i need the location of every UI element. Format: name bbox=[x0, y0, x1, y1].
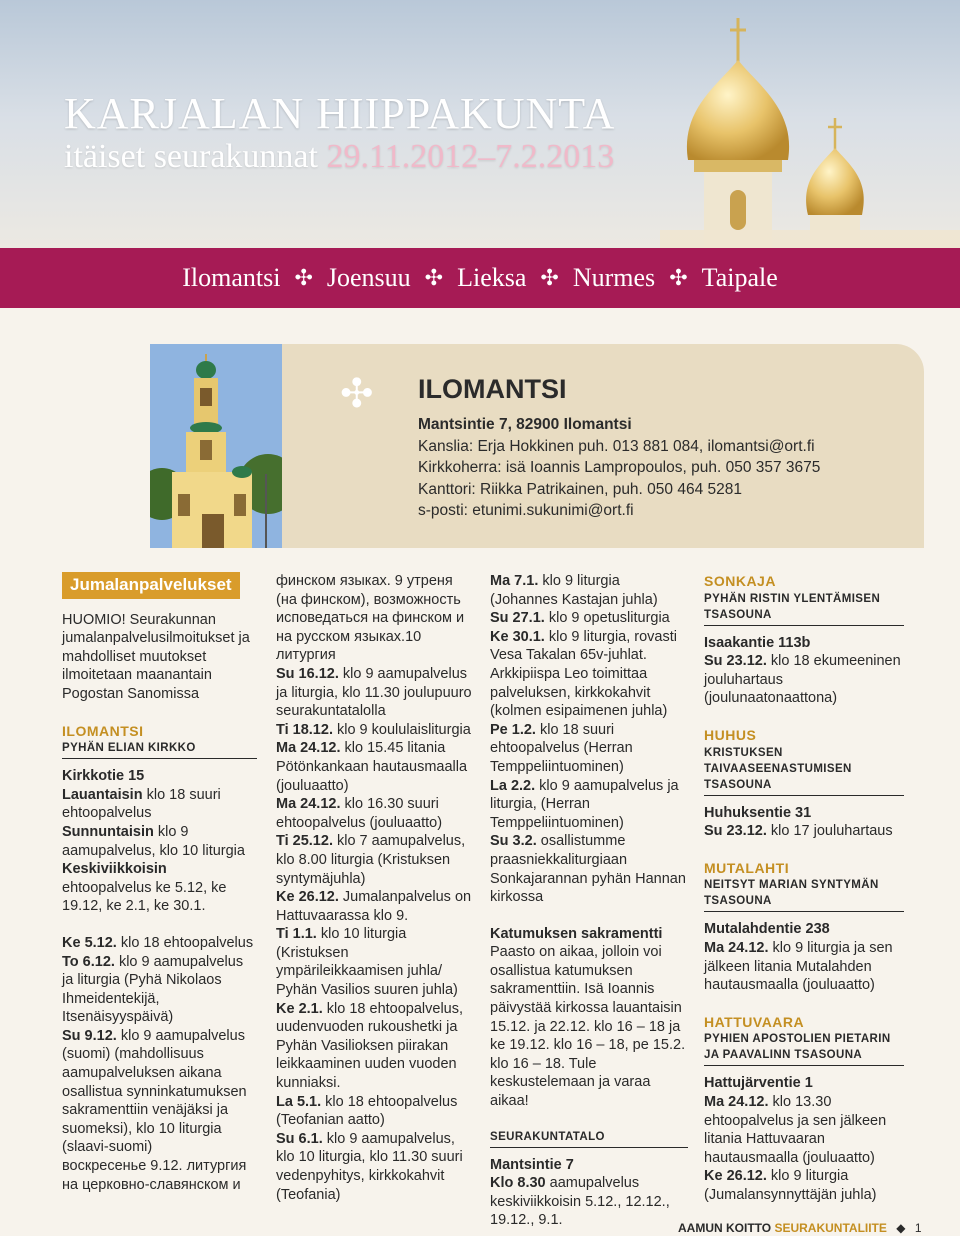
parish-band bbox=[0, 248, 960, 308]
band-item-ilomantsi: Ilomantsi bbox=[182, 263, 281, 292]
schedule-entry: Ti 25.12. klo 7 aamupalvelus, klo 8.00 liturgia (Kristuksen syntymäjuhla) bbox=[276, 833, 466, 887]
sacrament-text: Paasto on aikaa, jolloin voi osallistua katumuksen sakramenttiin. Isä Ioannis päivystää kirkossa lauantaisin 15.12. ja 22.12. klo 16 – 18 ja ke 19.12. klo 16 – 18, pe 15.2. klo 16 – 18. Tule keskustelemaan ja varaa aikaa! bbox=[490, 944, 686, 1110]
notice bbox=[62, 611, 257, 704]
schedule-entry-russian: финском языках. 9 утреня (на финском), возможность исповедаться на финском и на русском языках.10 литургия bbox=[276, 573, 465, 664]
page-number: 1 bbox=[914, 1221, 922, 1235]
schedule-entry: Klo 8.30 aamupalvelus keskiviikkoisin 5.12., 12.12., 19.12., 9.1. bbox=[490, 1175, 670, 1229]
schedule-entry: To 6.12. klo 9 aamupalvelus ja liturgia (Pyhä Nikolaos Ihmeidentekijä, Itsenäisyyspäivä) bbox=[62, 953, 244, 1026]
hall-address: Mantsintie 7 bbox=[490, 1156, 574, 1173]
schedule-entry: Ma 24.12. klo 16.30 suuri ehtoopalvelus (jouluaatto) bbox=[276, 796, 443, 831]
chapel-address: Isaakantie 113b bbox=[704, 634, 811, 651]
schedule-entry: La 5.1. klo 18 ehtoopalvelus (Teofanian aatto) bbox=[276, 1093, 458, 1129]
schedule-entry: Lauantaisin klo 18 suuri ehtoopalvelus bbox=[62, 786, 221, 822]
place-heading: SONKAJA bbox=[704, 573, 776, 589]
page-title: KARJALAN HIIPPAKUNTA bbox=[64, 89, 616, 138]
divider bbox=[62, 758, 257, 759]
schedule-entry: Ma 24.12. klo 15.45 litania Pötönkankaan hautausmaalla (jouluaatto) bbox=[276, 740, 468, 794]
chapel-heading: KRISTUKSEN TAIVAASEENASTUMISEN TSASOUNA bbox=[704, 746, 852, 791]
publication-section: SEURAKUNTALIITE bbox=[774, 1221, 887, 1235]
divider bbox=[490, 1147, 688, 1148]
chapel-address: Huhuksentie 31 bbox=[704, 804, 812, 821]
schedule-entry: Ke 26.12. klo 9 liturgia (Jumalansynnyttäjän juhla) bbox=[704, 1168, 877, 1203]
office-contact: Kanslia: Erja Hokkinen puh. 013 881 084, ilomantsi@ort.fi bbox=[418, 437, 815, 455]
church-photo bbox=[150, 344, 282, 548]
place-heading: ILOMANTSI bbox=[62, 722, 144, 739]
cross-ornament-icon: ✣ bbox=[294, 265, 313, 290]
schedule-entry: Ma 24.12. klo 13.30 ehtoopalvelus ja sen jälkeen litania Hattuvaaran hautausmaalla (jouluaatto) bbox=[704, 1093, 887, 1166]
vicar-contact: Kirkkoherra: isä Ioannis Lampropoulos, puh. 050 357 3675 bbox=[418, 459, 821, 476]
divider bbox=[704, 1065, 904, 1066]
schedule-entry: Su 16.12. klo 9 aamupalvelus ja liturgia, klo 11.30 joulupuuro seurakuntatalolla bbox=[276, 665, 472, 720]
schedule-column-1 bbox=[62, 572, 257, 1194]
email-pattern: s-posti: etunimi.sukunimi@ort.fi bbox=[418, 502, 634, 519]
page-subtitle bbox=[64, 138, 614, 176]
schedule-entry: Su 23.12. klo 17 jouluhartaus bbox=[704, 823, 893, 840]
schedule-entry: Ti 1.1. klo 10 liturgia (Kristuksen ympärileikkaamisen juhla/ Pyhän Vasilios suuren juhla) bbox=[276, 926, 458, 999]
sacrament-heading: Katumuksen sakramentti bbox=[490, 925, 663, 942]
band-item-lieksa: Lieksa bbox=[457, 263, 527, 292]
band-item-nurmes: Nurmes bbox=[572, 263, 656, 292]
cantor-contact: Kanttori: Riikka Patrikainen, puh. 050 464 5281 bbox=[418, 480, 742, 498]
golden-domes-image bbox=[660, 0, 960, 262]
place-heading: HATTUVAARA bbox=[704, 1013, 805, 1030]
subtitle-text: itäiset seurakunnat bbox=[64, 138, 318, 175]
schedule-entry: Sunnuntaisin klo 9 aamupalvelus, klo 10 liturgia bbox=[62, 823, 245, 859]
notice-label: HUOMIO! bbox=[62, 611, 126, 628]
schedule-entry: Su 23.12. klo 18 ekumeeninen jouluhartaus (joulunaatonaattona) bbox=[704, 653, 901, 707]
schedule-entry: Ke 26.12. Jumalanpalvelus on Hattuvaarassa klo 9. bbox=[276, 889, 472, 924]
cross-ornament-icon: ✣ bbox=[540, 265, 559, 290]
parish-name: ILOMANTSI bbox=[418, 374, 567, 404]
notice-text: Seurakunnan jumalanpalvelusilmoitukset ja mahdolliset muutokset ilmoitetaan maanantain Pogostan Sanomissa bbox=[62, 611, 250, 702]
schedule-entry: Ke 5.12. klo 18 ehtoopalvelus bbox=[62, 934, 254, 951]
schedule-column-3 bbox=[490, 572, 688, 1230]
schedule-entry: Ma 24.12. klo 9 liturgia ja sen jälkeen litania Mutalahden hautausmaalla (jouluaatto) bbox=[704, 939, 893, 994]
contact-info bbox=[418, 414, 820, 522]
church-heading: PYHÄN ELIAN KIRKKO bbox=[62, 742, 196, 755]
diamond-icon: ◆ bbox=[896, 1221, 906, 1235]
header-sky bbox=[0, 0, 960, 262]
divider bbox=[704, 625, 904, 626]
schedule-entry: Su 27.1. klo 9 opetusliturgia bbox=[490, 610, 670, 627]
schedule-entry: Ke 30.1. klo 9 liturgia, rovasti Vesa Takalan 65v-juhlat. Arkkipiispa Leo toimittaa palveluksen, kirkkokahvit (kolmen esipaimenen juhla) bbox=[490, 628, 677, 720]
schedule-entry: Ti 18.12. klo 9 koululaisliturgia bbox=[276, 721, 471, 738]
chapel-address: Hattujärventie 1 bbox=[704, 1075, 813, 1092]
schedule-entry: Pe 1.2. klo 18 suuri ehtoopalvelus (Herran Temppeliintuominen) bbox=[490, 721, 633, 775]
schedule-entry: Ma 7.1. klo 9 liturgia (Johannes Kastajan juhla) bbox=[490, 573, 658, 608]
cross-ornament-icon: ✣ bbox=[424, 265, 444, 290]
chapel-heading: PYHIEN APOSTOLIEN PIETARIN JA PAAVALINN TSASOUNA bbox=[704, 1033, 891, 1062]
schedule-entry: Ke 2.1. klo 18 ehtoopalvelus, uudenvuoden rukoushetki ja Pyhän Vasilioksen piirakan leikkaaminen uuden vuoden kunniaksi. bbox=[276, 1000, 464, 1092]
divider bbox=[704, 795, 904, 796]
cross-ornament-icon: ✣ bbox=[669, 265, 688, 290]
band-item-joensuu: Joensuu bbox=[326, 263, 411, 292]
parish-address: Mantsintie 7, 82900 Ilomantsi bbox=[418, 416, 632, 433]
schedule-entry: Keskiviikkoisin ehtoopalvelus ke 5.12, ke 19.12, ke 2.1, ke 30.1. bbox=[62, 861, 227, 915]
cross-ornament-icon: ✣ bbox=[340, 372, 374, 416]
publication-name: AAMUN KOITTO bbox=[678, 1221, 772, 1235]
chapel-heading: NEITSYT MARIAN SYNTYMÄN TSASOUNA bbox=[704, 879, 879, 908]
place-heading: MUTALAHTI bbox=[704, 859, 790, 876]
schedule-entry: Su 3.2. osallistumme praasniekkaliturgiaan Sonkajarannan pyhän Hannan kirkossa bbox=[490, 833, 686, 906]
schedule-column-4 bbox=[704, 572, 904, 1204]
band-item-taipale: Taipale bbox=[701, 263, 778, 292]
chapel-heading: PYHÄN RISTIN YLENTÄMISEN TSASOUNA bbox=[704, 592, 881, 621]
schedule-entry-russian: воскресенье 9.12. литургия на церковно-славянском и bbox=[62, 1158, 247, 1193]
church-address: Kirkkotie 15 bbox=[62, 768, 145, 785]
schedule-entry: Su 6.1. klo 9 aamupalvelus, klo 10 liturgia, klo 11.30 suuri vedenpyhitys, kirkkokahvit (Teofania) bbox=[276, 1130, 463, 1203]
parish-info-box bbox=[282, 344, 924, 548]
schedule-entry: Su 9.12. klo 9 aamupalvelus (suomi) (mahdollisuus aamupalveluksen aikana osallistua synninkatumuksen sakramenttiin venäjäksi ja suomeksi), klo 10 liturgia (slaavi-suomi) bbox=[62, 1027, 247, 1156]
schedule-entry: La 2.2. klo 9 aamupalvelus ja liturgia, (Herran Temppeliintuominen) bbox=[490, 777, 679, 831]
chapel-address: Mutalahdentie 238 bbox=[704, 921, 830, 938]
place-heading: HUHUS bbox=[704, 726, 757, 743]
section-banner: Jumalanpalvelukset bbox=[62, 572, 240, 599]
hall-heading: SEURAKUNTATALO bbox=[490, 1130, 605, 1143]
schedule-column-2 bbox=[276, 572, 474, 1204]
subtitle-dates: 29.11.2012–7.2.2013 bbox=[326, 138, 615, 175]
divider bbox=[704, 911, 904, 912]
footer bbox=[678, 1221, 922, 1235]
